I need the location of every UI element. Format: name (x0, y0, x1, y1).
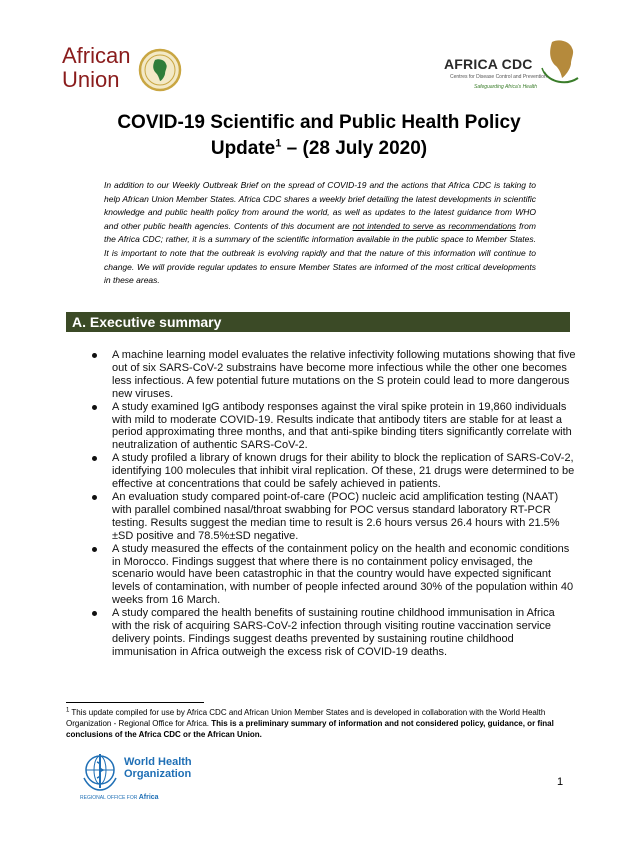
who-region-label: REGIONAL OFFICE FOR (80, 795, 138, 801)
who-region-name: Africa (138, 794, 159, 801)
list-item (92, 401, 576, 453)
list-item-text: A machine learning model evaluates the relative infectivity following mutations showing that five out of six SARS-CoV-2 substrains have become more infectious while the other one becomes less infectious. A few potential future mutations on the S protein could lead to more dangerous new viruses. (112, 349, 576, 400)
page-number: 1 (557, 776, 564, 788)
footnote-marker: 1 (66, 707, 70, 714)
executive-summary-list (92, 349, 576, 659)
intro-text-underlined: not intended to serve as recommendations (352, 220, 517, 231)
bullet-icon (92, 495, 97, 500)
bullet-icon (92, 353, 97, 358)
title-footnote-marker: 1 (275, 137, 282, 150)
cdc-logo-title: AFRICA CDC (444, 56, 533, 72)
bullet-icon (92, 611, 97, 616)
list-item-text: A study measured the effects of the containment policy on the health and economic conditions in Morocco. Findings suggest that where there is no containment policy envisaged, the scenario would have been catastrophic in that the country would have expected significant levels of contamination, with number of people infected around 30% of the population within 40 weeks from 16 March. (112, 542, 574, 607)
title-date: – (28 July 2020) (281, 138, 428, 159)
title-update-word: Update (210, 138, 276, 159)
bullet-icon (92, 405, 97, 410)
cdc-logo-subtitle: Centres for Disease Control and Prevention (450, 74, 547, 80)
africa-cdc-logo (444, 38, 584, 94)
title-line-2 (60, 136, 578, 162)
bullet-icon (92, 456, 97, 461)
list-item-text: A study examined IgG antibody responses against the viral spike protein in 19,860 individuals with mild to moderate COVID-19. Results indicate that antibody titers are stable for at least a period approximating three months, and that anti-spike binding titers significantly correlate with neutralization of authentic SARS-CoV-2. (112, 400, 572, 452)
list-item-text: An evaluation study compared point-of-care (POC) nucleic acid amplification testing (NAAT) with parallel combined nasal/throat swabbing for POC versus standard laboratory RT-PCR testing. Results suggest the median time to result is 2.6 hours versus 26.4 hours with 21.5%±SD positive and 78.5%±SD negative. (112, 490, 560, 542)
footnote-divider (66, 702, 204, 703)
who-africa-logo (80, 752, 190, 804)
intro-text-2: from the Africa CDC; rather, it is a summary of the scientific information available in the public space to Member States. It is important to note that the outbreak is evolving rapidly and that the nature of this information will continue to change. We will provide regular updates to ensure Member States are informed of the most critical developments in these areas. (104, 220, 536, 286)
au-logo-text (62, 44, 130, 92)
intro-paragraph (104, 179, 536, 288)
who-emblem-icon (80, 752, 120, 792)
list-item-text: A study compared the health benefits of sustaining routine childhood immunisation in Africa with the risk of acquiring SARS-CoV-2 infection through visiting routine vaccination service delivery points. Findings suggest deaths prevented by sustaining routine childhood immunisation in Africa outweigh the excess risk of COVID-19 deaths. (112, 607, 555, 658)
list-item (92, 349, 576, 401)
document-title (60, 110, 578, 162)
list-item-text: A study profiled a library of known drugs for their ability to block the replication of SARS-CoV-2, identifying 100 molecules that inhibit viral replication. Of these, 21 drugs were determined to be effective at concentrations that could be safely achieved in patients. (112, 452, 575, 491)
title-line-1: COVID-19 Scientific and Public Health Policy (117, 112, 521, 133)
list-item (92, 452, 576, 491)
bullet-icon (92, 547, 97, 552)
who-logo-line1: World Health (124, 756, 192, 768)
list-item (92, 543, 576, 608)
footnote-text: This update compiled for use by Africa CDC and African Union Member States and is developed in collaboration with the World Health Organization - Regional Office for Africa. (66, 708, 546, 728)
au-logo-line1: African (62, 43, 131, 68)
intro-text-1: In addition to our Weekly Outbreak Brief on the spread of COVID-19 and the actions that Africa CDC is taking to help African Union Member States. Africa CDC shares a weekly brief detailing the latest developments in scientific knowledge and public health policy from around the world, as well as updates to the latest guidance from WHO and other public health agencies. Contents of this document are (104, 180, 536, 231)
african-union-logo (62, 40, 192, 104)
au-logo-line2: Union (62, 67, 120, 92)
footnote-bold-text: This is a preliminary summary of information and not considered policy, guidance, or final conclusions of the Africa CDC or the African Union. (66, 719, 554, 739)
africa-cdc-emblem-icon (538, 38, 582, 90)
au-emblem-icon (138, 48, 182, 92)
list-item (92, 491, 576, 543)
footnote (66, 707, 566, 740)
list-item (92, 607, 576, 659)
section-heading-executive-summary: A. Executive summary (66, 312, 570, 332)
who-logo-line2: Organization (124, 768, 192, 780)
cdc-logo-tagline: Safeguarding Africa's Health (474, 84, 538, 90)
who-logo-region (80, 794, 159, 801)
